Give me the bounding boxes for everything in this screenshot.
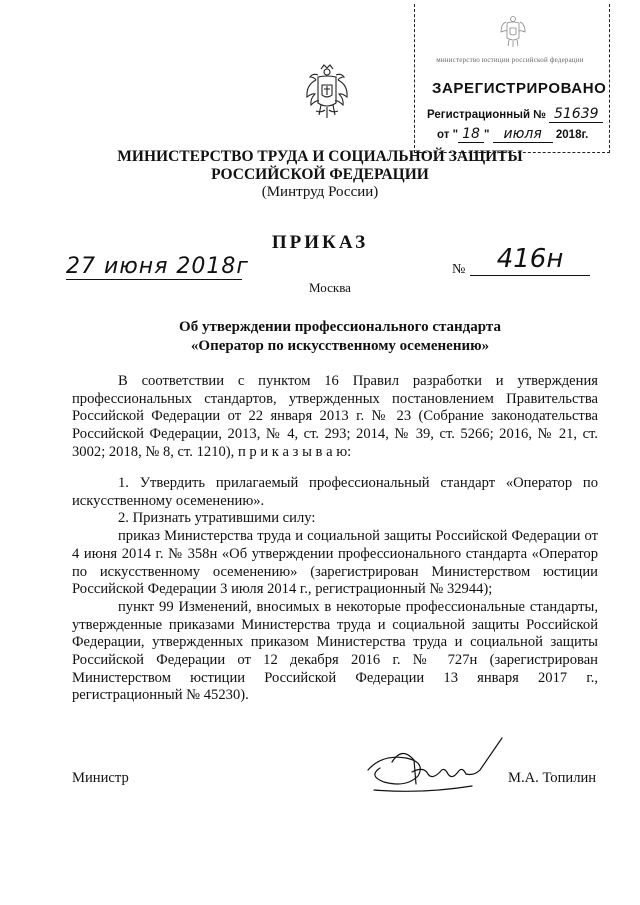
order-subject-line2: «Оператор по искусственному осеменению»	[190, 338, 490, 354]
stamp-date-prefix: от	[437, 129, 450, 141]
items-block	[72, 475, 598, 705]
document-title: ПРИКАЗ	[271, 232, 369, 253]
stamp-registration-line	[427, 106, 603, 123]
item-2-text: 2. Признать утратившими силу:	[118, 510, 316, 527]
coat-of-arms-emblem	[304, 63, 350, 121]
order-date-handwritten: 27 июня 2018г	[66, 254, 249, 279]
stamp-ministry-of-justice-text: министерство юстиции российской федерации	[436, 56, 584, 64]
stamp-emblem-icon	[498, 14, 528, 48]
stamp-reg-number: 51639	[549, 106, 603, 123]
stamp-reg-label: Регистрационный №	[427, 109, 547, 121]
number-underline	[470, 275, 590, 276]
ministry-name-line1: МИНИСТЕРСТВО ТРУДА И СОЦИАЛЬНОЙ ЗАЩИТЫ	[117, 148, 523, 165]
order-number-label: №	[452, 262, 466, 277]
order-subject-line1: Об утверждении профессионального стандарта	[179, 319, 501, 335]
preamble-paragraph	[72, 373, 598, 462]
stamp-date-year: 2018г.	[555, 129, 589, 141]
item-1-text: 1. Утвердить прилагаемый профессиональный стандарт «Оператор по искусственному осеменению».	[72, 475, 598, 509]
stamp-date-month: июля	[493, 126, 553, 143]
signatory-name: М.А. Топилин	[508, 770, 597, 786]
item-2a-text: приказ Министерства труда и социальной защиты Российской Федерации от 4 июня 2014 г. № 358н «Об утверждении профессионального стандарта «Оператор по искусственному осеменению» (зарегистрирован Министерством юстиции Российской Федерации 3 июля 2014 г., регистрационный № 32944);	[72, 528, 598, 598]
ministry-short-name: (Минтруд России)	[261, 184, 379, 200]
handwritten-signature	[362, 732, 512, 798]
order-city: Москва	[309, 280, 351, 295]
order-number-handwritten: 416н	[496, 244, 564, 274]
item-2b-text: пункт 99 Изменений, вносимых в некоторые профессиональные стандарты, утвержденные приказами Министерства труда и социальной защиты Российской Федерации, утвержденных приказом Министерства труда и социальной защиты Российской Федерации от 12 декабря 2016 г. № 727н (зарегистрирован Министерством юстиции Российской Федерации 13 января 2017 г., регистрационный № 45230).	[72, 598, 598, 704]
signatory-position: Министр	[72, 770, 129, 786]
ministry-name-line2: РОССИЙСКОЙ ФЕДЕРАЦИИ	[211, 166, 429, 183]
preamble-text: В соответствии с пунктом 16 Правил разработки и утверждения профессиональных стандартов, утвержденных постановлением Правительства Российской Федерации от 22 января 2013 г. № 23 (Собрание законодательства Российской Федерации, 2013, № 4, ст. 293; 2014, № 39, ст. 5266; 2016, № 21, ст. 3002; 2018, № 8, ст. 1210), п р и к а з ы в а ю:	[72, 373, 598, 460]
stamp-title: ЗАРЕГИСТРИРОВАНО	[432, 80, 607, 97]
stamp-date-line: от " 18 " июля 2018г.	[437, 126, 589, 142]
stamp-date-day: 18	[458, 126, 484, 143]
